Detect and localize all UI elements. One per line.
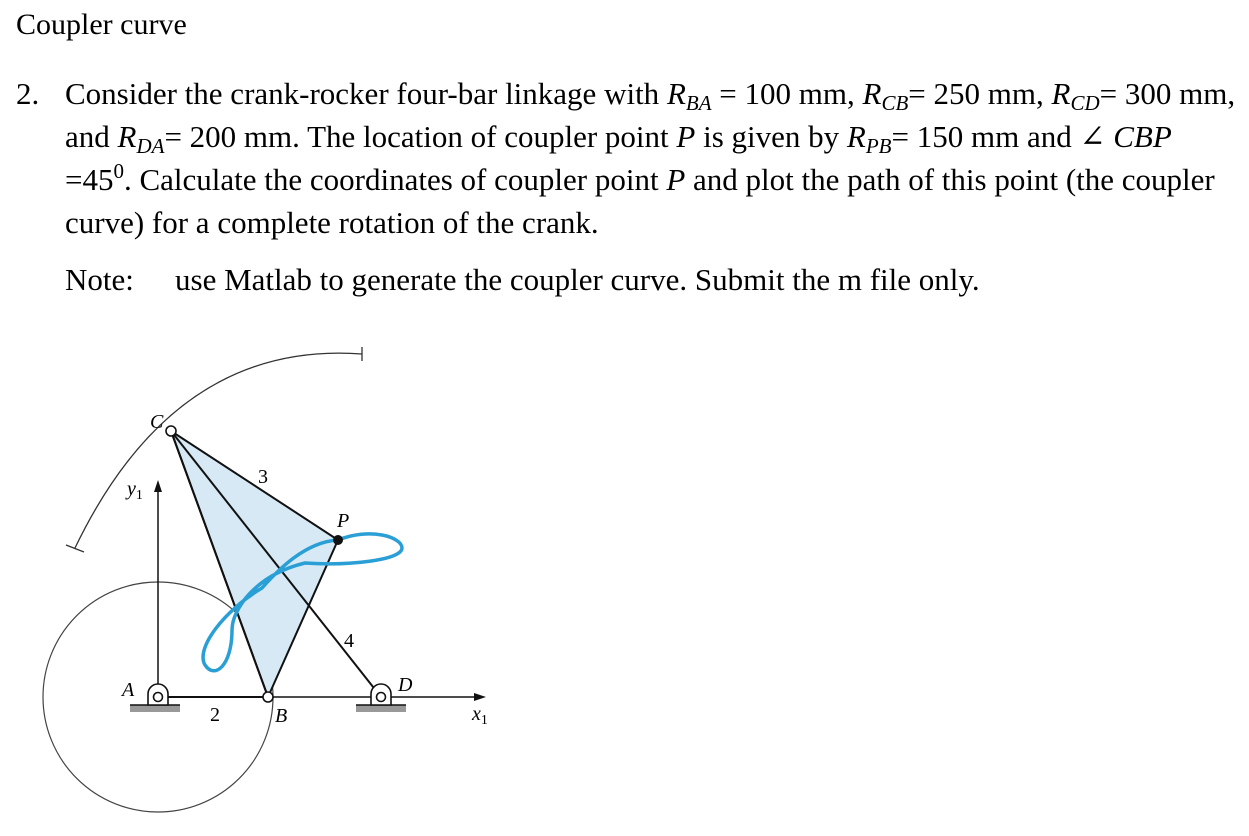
y-axis-arrowhead (154, 480, 162, 492)
joint-B (263, 692, 273, 702)
coupler-point-P (333, 535, 343, 545)
four-bar-linkage-diagram (0, 330, 520, 830)
label-link-4: 4 (344, 630, 354, 652)
section-heading: Coupler curve (16, 8, 187, 41)
label-link-2: 2 (210, 704, 220, 726)
label-P: P (337, 510, 350, 532)
label-link-3: 3 (258, 466, 268, 488)
x-axis-arrowhead (474, 693, 486, 701)
label-x1: $x_1$ (472, 703, 488, 728)
problem-text: Consider the crank-rocker four-bar linkage with $R_{BA} = 100$ mm, $R_{CB}= 250$ mm, $R_{CD}= 300$ mm, and $R_{DA}= 200$ mm. The location of coupler point P is given by $R_{PB}= 150$ mm and ∠ CBP $=45^0$. Calculate the coordinates of coupler point P and plot the path of this point (the coupler curve) for a complete rotation of the crank. (65, 76, 1236, 240)
rocker-arc-tick-left (66, 545, 84, 552)
label-B: B (275, 705, 288, 727)
note-label: Note: (65, 262, 134, 297)
note (65, 262, 980, 298)
joint-C (166, 426, 176, 436)
label-D: D (398, 674, 413, 696)
problem-statement (16, 72, 1241, 244)
note-text: use Matlab to generate the coupler curve. Submit the m file only. (175, 262, 980, 297)
label-C: C (150, 411, 164, 433)
problem-number: 2. (16, 76, 40, 111)
label-A: A (122, 679, 135, 701)
label-y1: $y_1$ (127, 478, 143, 503)
